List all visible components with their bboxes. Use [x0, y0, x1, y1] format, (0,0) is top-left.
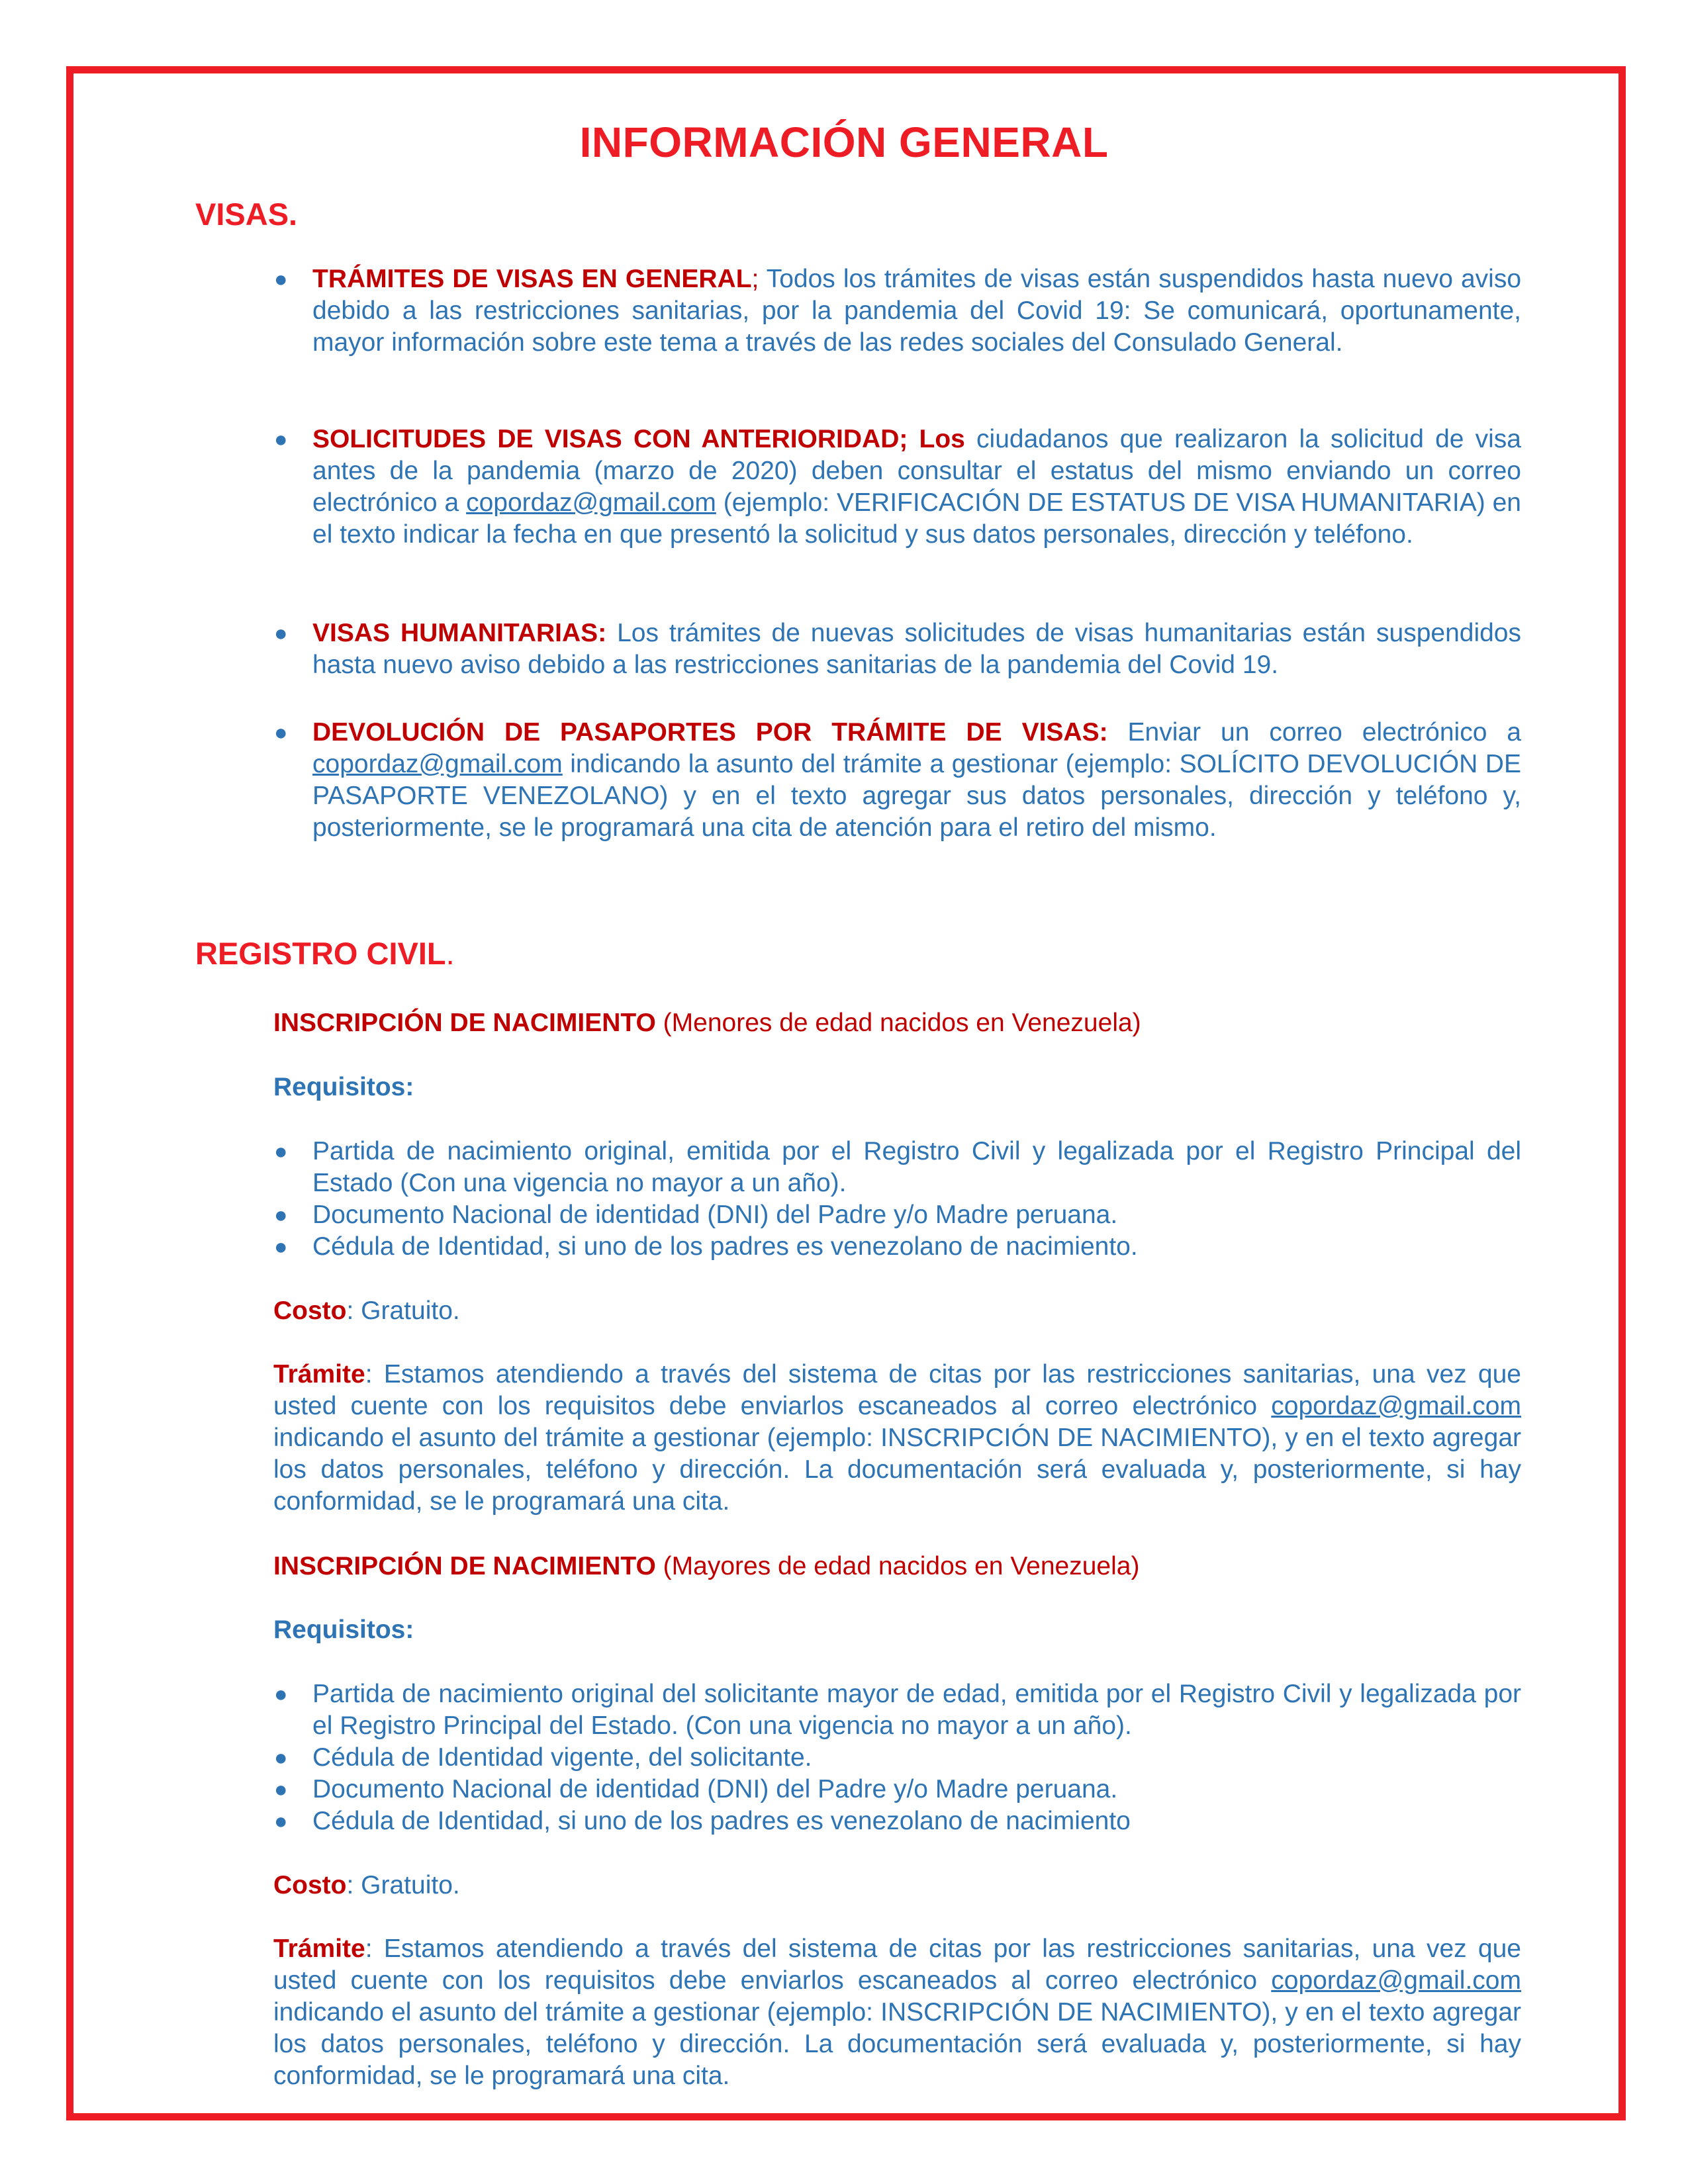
visa-item-text: Enviar un correo electrónico a: [1107, 718, 1522, 747]
bullet-icon: ●: [274, 1745, 288, 1770]
visa-item-anterioridad: [274, 424, 1521, 551]
bullet-icon: ●: [274, 621, 288, 646]
requisito-item: [274, 1678, 1521, 1742]
costo-line: [273, 1870, 460, 1901]
bullet-icon: ●: [274, 1682, 288, 1707]
requisitos-label: Requisitos:: [273, 1073, 414, 1101]
tramite-paragraph: [273, 1933, 1521, 2092]
block-heading-subtitle: (Menores de edad nacidos en Venezuela): [655, 1009, 1141, 1037]
requisito-text: Partida de nacimiento original del solicitante mayor de edad, emitida por el Registro Civil y legalizada por el Registro Principal del Estado. (Con una vigencia no mayor a un año).: [312, 1680, 1521, 1740]
visa-item-sep: ; Los: [899, 425, 965, 453]
visa-item-text: indicando la asunto del trámite a gestionar (ejemplo: SOLÍCITO DEVOLUCIÓN DE PASAPORTE VENEZOLANO) y en el texto agregar sus datos personales, dirección y teléfono y, posteriormente, se le programará una cita de atención para el retiro del mismo.: [312, 750, 1521, 842]
costo-value: : Gratuito.: [346, 1297, 460, 1325]
bullet-icon: ●: [274, 427, 288, 452]
registro-civil-dot: .: [445, 936, 455, 971]
visa-item-devolucion: [274, 717, 1522, 844]
requisito-item: [274, 1136, 1521, 1199]
requisito-text: Documento Nacional de identidad (DNI) del Padre y/o Madre peruana.: [312, 1775, 1118, 1803]
bullet-icon: ●: [274, 1139, 288, 1164]
visa-item-text: (ejemplo: VERIFICACIÓN DE ESTATUS DE VISA HUMANITARIA) en el texto indicar la fecha en que presentó la solicitud y sus datos personales, dirección y teléfono.: [312, 488, 1521, 549]
registro-civil-heading: [195, 935, 455, 972]
block-heading-subtitle: (Mayores de edad nacidos en Venezuela): [655, 1552, 1140, 1580]
requisito-text: Partida de nacimiento original, emitida por el Registro Civil y legalizada por el Registro Principal del Estado (Con una vigencia no mayor a un año).: [312, 1137, 1521, 1197]
registro-civil-label: REGISTRO CIVIL: [195, 936, 446, 971]
bullet-icon: ●: [274, 1234, 288, 1259]
tramite-text: indicando el asunto del trámite a gestionar (ejemplo: INSCRIPCIÓN DE NACIMIENTO), y en el texto agregar los datos personales, teléfono y dirección. La documentación será evaluada y, posteriormente, si hay conformidad, se le programará una cita.: [273, 1998, 1521, 2090]
visa-item-label: TRÁMITES DE VISAS EN GENERAL: [312, 265, 752, 293]
visa-item-label: DEVOLUCIÓN DE PASAPORTES POR TRÁMITE DE VISAS: [312, 718, 1100, 747]
requisito-text: Cédula de Identidad vigente, del solicitante.: [312, 1743, 812, 1772]
costo-line: [273, 1295, 460, 1327]
requisito-item: [274, 1805, 1521, 1837]
bullet-icon: ●: [274, 267, 288, 292]
block-heading-label: INSCRIPCIÓN DE NACIMIENTO: [273, 1552, 656, 1580]
requisito-item: [274, 1199, 1521, 1231]
visa-item-text: Los trámites de nuevas solicitudes de visas humanitarias están suspendidos hasta nuevo aviso debido a las restricciones sanitarias de la pandemia del Covid 19.: [312, 619, 1521, 679]
costo-label: Costo: [273, 1297, 347, 1325]
page-title: INFORMACIÓN GENERAL: [579, 118, 1109, 166]
requisito-item: [274, 1774, 1521, 1805]
tramite-label: Trámite: [273, 1360, 365, 1388]
bullet-icon: ●: [274, 1777, 288, 1802]
visa-item-text: Todos los trámites de visas están suspendidos hasta nuevo aviso debido a las restricciones sanitarias, por la pandemia del Covid 19: Se comunicará, oportunamente, mayor información sobre este tema a través de las redes sociales del Consulado General.: [312, 265, 1522, 357]
visa-item-humanitarias: [274, 617, 1521, 681]
bullet-icon: ●: [274, 1203, 288, 1228]
requisito-item: [274, 1742, 1521, 1774]
visa-item-sep: ;: [751, 265, 759, 293]
tramite-text: : Estamos atendiendo a través del sistema de citas por las restricciones sanitarias, una vez que usted cuente con los requisitos debe enviarlos escaneados al correo electrónico: [273, 1360, 1521, 1420]
requisito-text: Cédula de Identidad, si uno de los padres es venezolano de nacimiento.: [312, 1232, 1138, 1261]
visa-item-general: [274, 263, 1522, 359]
requisito-text: Documento Nacional de identidad (DNI) del Padre y/o Madre peruana.: [312, 1201, 1118, 1229]
visa-item-text: ciudadanos que realizaron la solicitud de visa antes de la pandemia (marzo de 2020) deben consultar el estatus del mismo enviando un correo electrónico a: [312, 425, 1521, 517]
tramite-text: indicando el asunto del trámite a gestionar (ejemplo: INSCRIPCIÓN DE NACIMIENTO), y en el texto agregar los datos personales, teléfono y dirección. La documentación será evaluada y, posteriormente, si hay conformidad, se le programará una cita.: [273, 1424, 1521, 1516]
costo-value: : Gratuito.: [346, 1871, 460, 1899]
email-link[interactable]: copordaz@gmail.com: [312, 750, 563, 778]
email-link[interactable]: copordaz@gmail.com: [1271, 1966, 1521, 1995]
tramite-text: : Estamos atendiendo a través del sistema de citas por las restricciones sanitarias, una vez que usted cuente con los requisitos debe enviarlos escaneados al correo electrónico: [273, 1934, 1521, 1995]
costo-label: Costo: [273, 1871, 347, 1899]
visa-item-sep: :: [598, 619, 607, 647]
email-link[interactable]: copordaz@gmail.com: [1271, 1392, 1521, 1420]
bullet-icon: ●: [274, 1809, 288, 1834]
inscripcion-menores-heading: [273, 1007, 1141, 1039]
visa-item-label: VISAS HUMANITARIAS: [312, 619, 598, 647]
block-heading-label: INSCRIPCIÓN DE NACIMIENTO: [273, 1009, 656, 1037]
visas-heading: VISAS.: [195, 197, 298, 232]
visa-item-sep: :: [1099, 718, 1108, 747]
requisito-text: Cédula de Identidad, si uno de los padres es venezolano de nacimiento: [312, 1807, 1131, 1835]
tramite-paragraph: [273, 1359, 1521, 1518]
requisito-item: [274, 1231, 1521, 1263]
tramite-label: Trámite: [273, 1934, 365, 1963]
inscripcion-mayores-heading: [273, 1551, 1139, 1582]
requisitos-label: Requisitos:: [273, 1615, 414, 1644]
email-link[interactable]: copordaz@gmail.com: [466, 488, 716, 517]
visa-item-label: SOLICITUDES DE VISAS CON ANTERIORIDAD: [312, 425, 900, 453]
bullet-icon: ●: [274, 720, 288, 745]
